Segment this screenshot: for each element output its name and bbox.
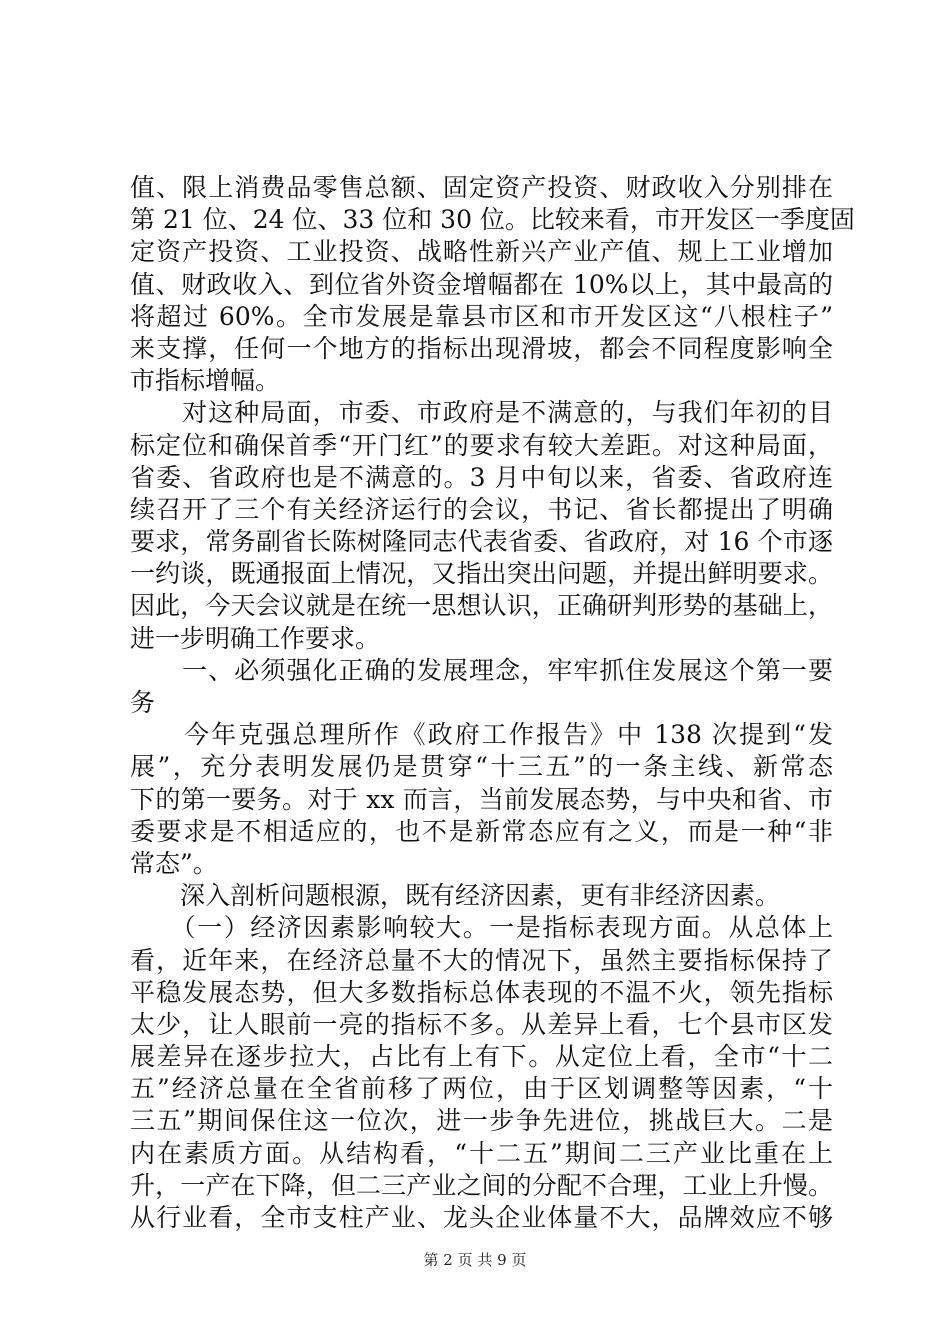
text-line: 三五”期间保住这一位次，进一步争先进位，挑战巨大。二是 [130, 1106, 833, 1136]
text-line: 来支撑，任何一个地方的指标出现滑坡，都会不同程度影响全 [130, 333, 833, 363]
text-line: 因此，今天会议就是在统一思想认识，正确研判形势的基础上， [130, 591, 833, 621]
text-line: 常态”。 [130, 848, 218, 878]
text-line: 一约谈，既通报面上情况，又指出突出问题，并提出鲜明要求。 [130, 559, 833, 589]
text-line: 务 [130, 688, 156, 717]
text-line: 深入剖析问题根源，既有经济因素，更有非经济因素。 [130, 881, 781, 911]
document-body [130, 172, 855, 1234]
text-line: 内在素质方面。从结构看，“十二五”期间二三产业比重在上 [130, 1138, 833, 1168]
text-line: 对这种局面，市委、市政府是不满意的，与我们年初的目 [130, 398, 833, 428]
text-line: 进一步明确工作要求。 [130, 623, 381, 653]
text-line: 要求，常务副省长陈树隆同志代表省委、省政府，对 16 个市逐 [130, 527, 833, 557]
text-line: 值、财政收入、到位省外资金增幅都在 10%以上，其中最高的 [130, 269, 833, 299]
text-line: 展差异在逐步拉大，占比有上有下。从定位上看，全市“十二 [130, 1042, 833, 1072]
text-line: 将超过 60%。全市发展是靠县市区和市开发区这“八根柱子” [130, 301, 833, 331]
text-line: 一、必须强化正确的发展理念，牢牢抓住发展这个第一要 [130, 655, 833, 685]
text-line: 太少，让人眼前一亮的指标不多。从差异上看，七个县市区发 [130, 1009, 833, 1039]
text-line: 平稳发展态势，但大多数指标总体表现的不温不火，领先指标 [130, 977, 833, 1007]
text-line: 看，近年来，在经济总量不大的情况下，虽然主要指标保持了 [130, 945, 833, 975]
text-line: 委要求是不相适应的，也不是新常态应有之义，而是一种“非 [130, 816, 833, 846]
text-line: 标定位和确保首季“开门红”的要求有较大差距。对这种局面， [130, 430, 833, 460]
text-line: 定资产投资、工业投资、战略性新兴产业产值、规上工业增加 [130, 237, 833, 267]
text-line: 续召开了三个有关经济运行的会议，书记、省长都提出了明确 [130, 494, 833, 524]
text-line: 值、限上消费品零售总额、固定资产投资、财政收入分别排在 [130, 173, 833, 202]
page-footer: 第 2 页 共 9 页 [423, 1251, 527, 1269]
text-line: 省委、省政府也是不满意的。3 月中旬以来，省委、省政府连 [130, 462, 833, 492]
text-line: 升，一产在下降，但二三产业之间的分配不合理，工业上升慢。 [130, 1170, 833, 1200]
text-line: 下的第一要务。对于 xx 而言，当前发展态势，与中央和省、市 [130, 784, 833, 814]
text-line: （一）经济因素影响较大。一是指标表现方面。从总体上 [130, 913, 833, 943]
text-line: 第 21 位、24 位、33 位和 30 位。比较来看，市开发区一季度固 [130, 205, 855, 235]
text-line: 市指标增幅。 [130, 366, 281, 396]
text-line: 展”，充分表明发展仍是贯穿“十三五”的一条主线、新常态 [130, 752, 833, 782]
text-line: 从行业看，全市支柱产业、龙头企业体量不大，品牌效应不够 [130, 1203, 833, 1232]
text-line: 今年克强总理所作《政府工作报告》中 138 次提到“发 [130, 720, 833, 750]
text-line: 五”经济总量在全省前移了两位，由于区划调整等因素，“十 [130, 1074, 833, 1104]
